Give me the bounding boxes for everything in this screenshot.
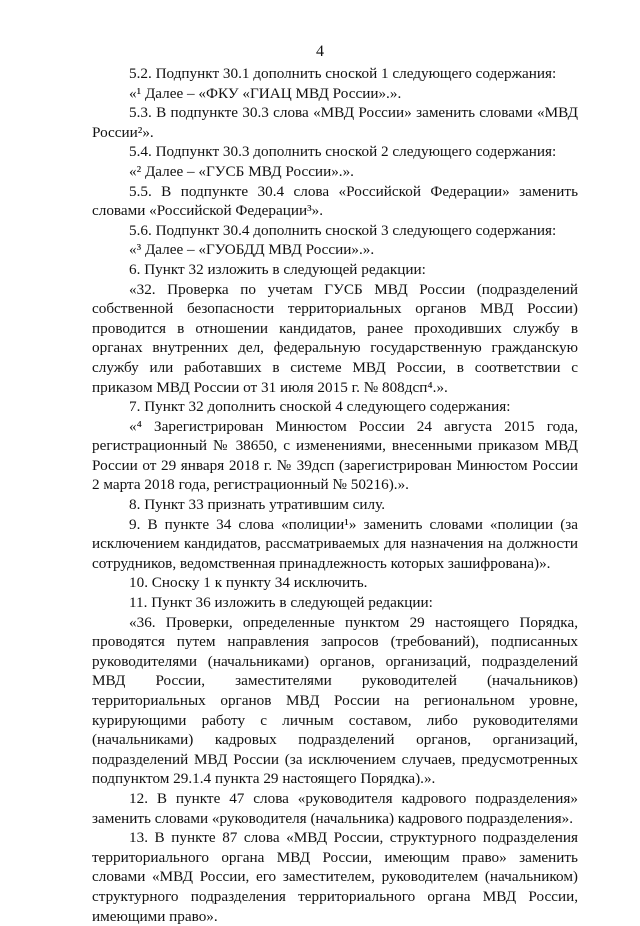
- paragraph-36-text: «36. Проверки, определенные пунктом 29 настоящего Порядка, проводятся путем направления запросов (требований), подписанных руководителями (начальниками) органов, организаций, подразделений МВД России, заместителями руководителей (начальников) территориальных органов МВД России на региональном уровне, курирующими работу с личным составом, либо руководителями (начальниками) кадровых подразделений органов, организаций, подразделений МВД России (за исключением случаев, предусмотренных подпунктом 29.1.4 пункта 29 настоящего Порядка).».: [92, 613, 578, 788]
- paragraph-10: 10. Сноску 1 к пункту 34 исключить.: [129, 574, 368, 592]
- paragraph-32-text: «32. Проверка по учетам ГУСБ МВД России (подразделений собственной безопасности территориальных органов МВД России) проводится в отношении кандидатов, ранее проходивших службу в органах внутренних дел, федеральную государственную гражданскую службу или работавших в системе МВД России, в соответствии с приказом МВД России от 31 июля 2015 г. № 808дсп⁴.».: [92, 280, 578, 396]
- document-body: [92, 64, 578, 926]
- paragraph-5-2: 5.2. Подпункт 30.1 дополнить сноской 1 следующего содержания:: [129, 65, 557, 82]
- paragraph-5-5: 5.5. В подпункте 30.4 слова «Российской Федерации» заменить словами «Российской Федерации³».: [92, 182, 578, 220]
- paragraph-12: 12. В пункте 47 слова «руководителя кадрового подразделения» заменить словами «руководителя (начальника) кадрового подразделения».: [92, 789, 578, 827]
- paragraph-5-4: 5.4. Подпункт 30.3 дополнить сноской 2 следующего содержания:: [129, 143, 557, 161]
- paragraph-8: 8. Пункт 33 признать утратившим силу.: [129, 496, 385, 514]
- paragraph-7: 7. Пункт 32 дополнить сноской 4 следующего содержания:: [129, 398, 511, 416]
- page-number: 4: [316, 43, 324, 60]
- footnote-4-text: «⁴ Зарегистрирован Минюстом России 24 августа 2015 года, регистрационный № 38650, с изменениями, внесенными приказом МВД России от 29 января 2018 г. № 39дсп (зарегистрирован Минюстом России 2 марта 2018 года, регистрационный № 50216).».: [92, 417, 578, 494]
- footnote-3-text: «³ Далее – «ГУОБДД МВД России».».: [129, 241, 375, 259]
- paragraph-5-3: 5.3. В подпункте 30.3 слова «МВД России» заменить словами «МВД России²».: [92, 104, 578, 141]
- paragraph-9: 9. В пункте 34 слова «полиции¹» заменить словами «полиции (за исключением кандидатов, рассматриваемых для назначения на должности сотрудников, ведомственная принадлежность которых зашифрована)».: [92, 515, 578, 572]
- paragraph-13: 13. В пункте 87 слова «МВД России, структурного подразделения территориального органа МВД России, имеющим право» заменить словами «МВД России, его заместителем, руководителем (начальником) структурного подразделения территориального органа МВД России, имеющими право».: [92, 829, 578, 925]
- paragraph-5-6: 5.6. Подпункт 30.4 дополнить сноской 3 следующего содержания:: [129, 221, 557, 239]
- paragraph-6: 6. Пункт 32 изложить в следующей редакции:: [129, 260, 426, 278]
- footnote-1-text: «¹ Далее – «ФКУ «ГИАЦ МВД России».».: [129, 84, 402, 102]
- paragraph-11: 11. Пункт 36 изложить в следующей редакции:: [129, 594, 433, 612]
- footnote-2-text: «² Далее – «ГУСБ МВД России».».: [129, 162, 354, 180]
